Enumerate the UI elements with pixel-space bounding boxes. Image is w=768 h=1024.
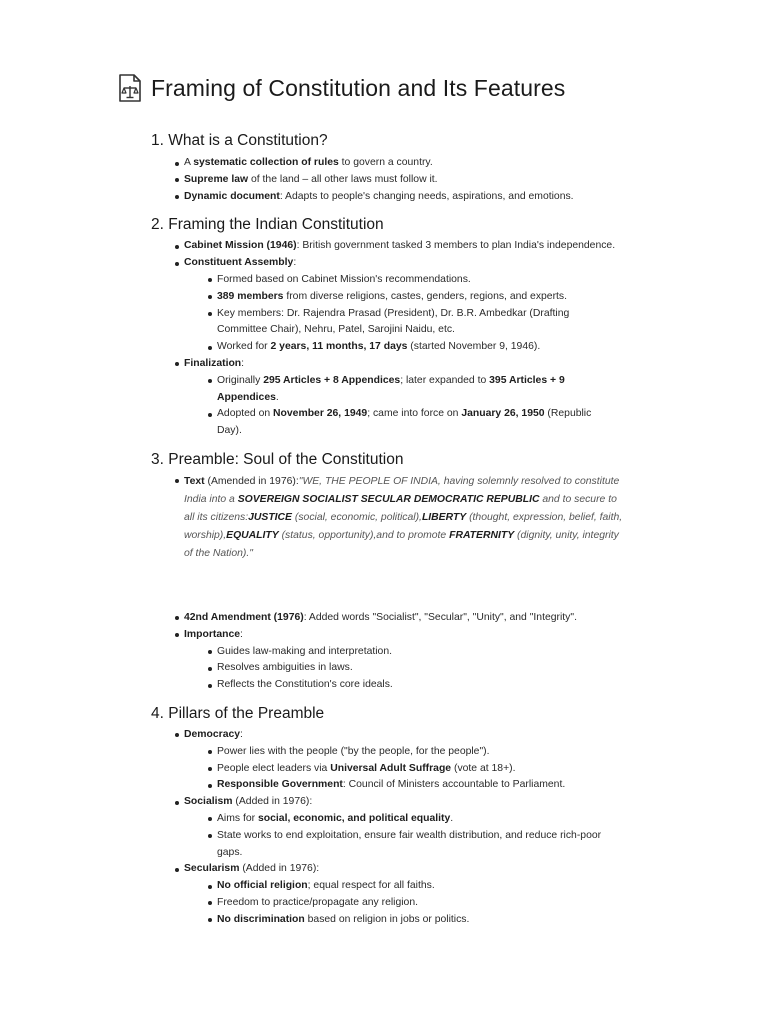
section-heading: 1. What is a Constitution? xyxy=(151,132,328,149)
list-item: Freedom to practice/propagate any religion. xyxy=(217,895,609,912)
list-item: Formed based on Cabinet Mission's recommendations. xyxy=(217,272,609,289)
bullet-list xyxy=(184,155,624,205)
section-framing xyxy=(151,216,631,440)
title-row xyxy=(117,70,768,106)
bullet-list xyxy=(184,238,624,440)
bullet-list xyxy=(184,610,624,694)
sub-list xyxy=(217,644,609,694)
preamble-quote: "WE, THE PEOPLE OF INDIA, having solemnly resolved to constitute India into a SOVEREIGN SOCIALIST SECULAR DEMOCRATIC REPUBLIC and to secure to all its citizens:JUSTICE (social, economic, political),LIBERTY (thought, expression, belief, faith, worship),EQUALITY (status, opportunity),and to promote FRATERNITY (dignity, unity, integrity of the Nation)." xyxy=(184,475,623,559)
list-item: Worked for 2 years, 11 months, 17 days (started November 9, 1946). xyxy=(217,339,609,356)
page-title: Framing of Constitution and Its Features xyxy=(151,74,566,101)
list-item: Finalization: Originally 295 Articles + 8 Appendices; later expanded to 395 Articles + 9 Appendices. Adopted on November 26, 1949; came into force on January 26, 1950 (Republic Day). xyxy=(184,356,624,440)
list-item: Constituent Assembly: Formed based on Cabinet Mission's recommendations. 389 members from diverse religions, castes, genders, regions, and experts. Key members: Dr. Rajendra Prasad (President), Dr. B.R. Ambedkar (Drafting Committee Chair), Nehru, Patel, Sarojini Naidu, etc. Worked for 2 years, 11 months, 17 days (started November 9, 1946). xyxy=(184,255,624,356)
list-item: Socialism (Added in 1976): Aims for social, economic, and political equality. State works to end exploitation, ensure fair wealth distribution, and reduce rich-poor gaps. xyxy=(184,794,624,861)
list-item: 42nd Amendment (1976): Added words "Socialist", "Secular", "Unity", and "Integrity". xyxy=(184,610,624,627)
section-pillars xyxy=(151,705,631,929)
list-item: No discrimination based on religion in jobs or politics. xyxy=(217,912,609,929)
list-item: Supreme law of the land – all other laws must follow it. xyxy=(184,172,624,189)
bullet-list xyxy=(184,473,624,563)
list-item: Key members: Dr. Rajendra Prasad (President), Dr. B.R. Ambedkar (Drafting Committee Chair), Nehru, Patel, Sarojini Naidu, etc. xyxy=(217,306,609,340)
section-heading: 3. Preamble: Soul of the Constitution xyxy=(151,450,404,468)
list-item: No official religion; equal respect for all faiths. xyxy=(217,878,609,895)
list-item: Aims for social, economic, and political equality. xyxy=(217,811,609,828)
list-item: Democracy: Power lies with the people ("by the people, for the people"). People elect leaders via Universal Adult Suffrage (vote at 18+). Responsible Government: Council of Ministers accountable to Parliament. xyxy=(184,727,624,794)
list-item: Power lies with the people ("by the people, for the people"). xyxy=(217,744,609,761)
list-item: Responsible Government: Council of Ministers accountable to Parliament. xyxy=(217,777,609,794)
bullet-list xyxy=(184,727,624,929)
section-heading: 2. Framing the Indian Constitution xyxy=(151,216,384,234)
sub-list xyxy=(217,744,609,794)
list-item: 389 members from diverse religions, castes, genders, regions, and experts. xyxy=(217,289,609,306)
section-heading: 4. Pillars of the Preamble xyxy=(151,704,325,722)
sub-list xyxy=(217,272,609,356)
section-preamble xyxy=(151,451,631,694)
list-item: Text (Amended in 1976):"WE, THE PEOPLE OF INDIA, having solemnly resolved to constitute India into a SOVEREIGN SOCIALIST SECULAR DEMOCRATIC REPUBLIC and to secure to all its citizens:JUSTICE (social, economic, political),LIBERTY (thought, expression, belief, faith, worship),EQUALITY (status, opportunity),and to promote FRATERNITY (dignity, unity, integrity of the Nation)." xyxy=(184,473,624,563)
section-what-is-constitution xyxy=(151,132,631,205)
list-item: Cabinet Mission (1946): British government tasked 3 members to plan India's independence. xyxy=(184,238,624,255)
list-item: Adopted on November 26, 1949; came into force on January 26, 1950 (Republic Day). xyxy=(217,406,609,440)
list-item: State works to end exploitation, ensure fair wealth distribution, and reduce rich-poor gaps. xyxy=(217,828,609,862)
list-item: People elect leaders via Universal Adult Suffrage (vote at 18+). xyxy=(217,761,609,778)
list-item: Secularism (Added in 1976): No official religion; equal respect for all faiths. Freedom to practice/propagate any religion. No discrimination based on religion in jobs or politics. xyxy=(184,861,624,928)
list-item: Importance: Guides law-making and interpretation. Resolves ambiguities in laws. Reflects the Constitution's core ideals. xyxy=(184,627,624,694)
list-item: A systematic collection of rules to govern a country. xyxy=(184,155,624,172)
sub-list xyxy=(217,878,609,928)
list-item: Guides law-making and interpretation. xyxy=(217,644,609,661)
scales-document-icon xyxy=(117,73,143,103)
sub-list xyxy=(217,811,609,861)
list-item: Reflects the Constitution's core ideals. xyxy=(217,677,609,694)
list-item: Dynamic document: Adapts to people's changing needs, aspirations, and emotions. xyxy=(184,189,624,206)
list-item: Resolves ambiguities in laws. xyxy=(217,660,609,677)
sub-list xyxy=(217,373,609,440)
list-item: Originally 295 Articles + 8 Appendices; later expanded to 395 Articles + 9 Appendices. xyxy=(217,373,609,407)
